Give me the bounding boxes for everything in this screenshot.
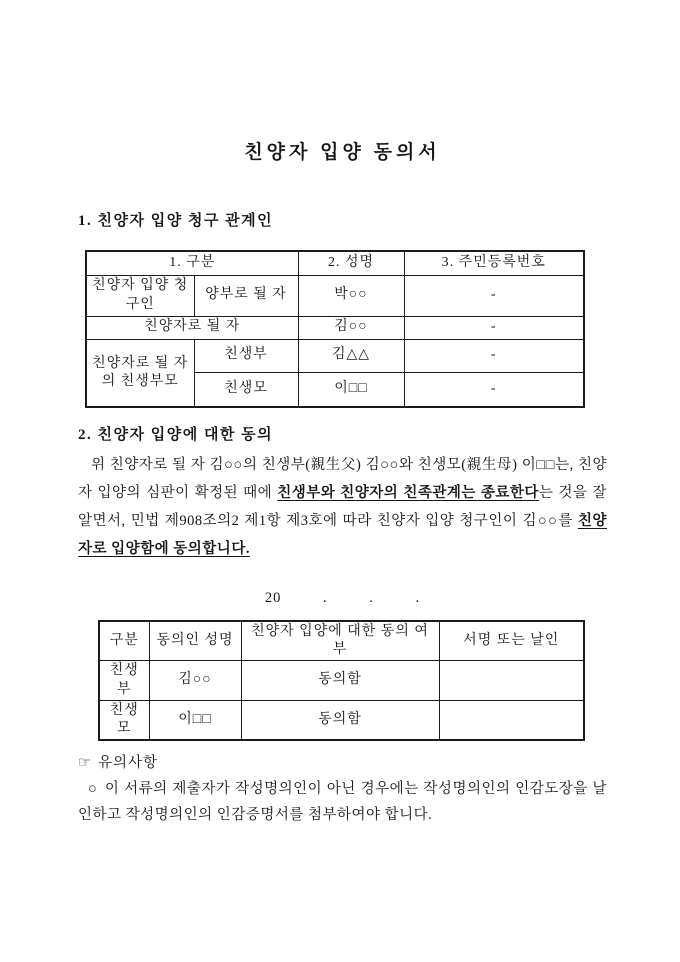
name-cell: 이□□ [298,372,404,407]
column-header-resident-id: 3. 주민등록번호 [404,251,584,275]
column-header-consenter-name: 동의인 성명 [149,621,241,661]
name-cell: 박○○ [298,275,404,316]
table-row [99,661,584,700]
resident-id-cell: - [404,339,584,372]
emphasized-clause: 친생부와 친양자의 친족관계는 종료한다 [277,485,539,501]
signature-cell [439,700,584,740]
table-row [86,275,584,316]
body-text: 는 것을 잘 알면서, 민법 제908조의2 제1항 제3호에 따라 친양자 입양 청구인이 김○○를 [78,485,607,529]
parties-table-header-row [86,251,584,275]
name-cell: 김○○ [298,316,404,339]
date-line: 20 . . . [264,590,421,606]
resident-id-cell: - [404,316,584,339]
note-paragraph [78,776,607,828]
notes-heading [78,754,607,772]
subcategory-cell: 친생부 [194,339,298,372]
signature-cell [439,661,584,700]
name-cell: 김△△ [298,339,404,372]
group-cell: 친양자 입양 청구인 [86,275,194,316]
consent-table [98,620,585,741]
emphasized-clause: 친양자로 입양함에 동의합니다. [78,513,607,557]
name-cell: 이□□ [149,700,241,740]
body-text: 위 친양자로 될 자 김○○의 친생부(親生父) 김○○와 친생모(親生母) 이□□는, 친양자 입양의 심판이 확정된 때에 [78,457,607,501]
consent-cell: 동의함 [241,661,439,700]
column-header-signature: 서명 또는 날인 [439,621,584,661]
note-text: 이 서류의 제출자가 작성명의인이 아닌 경우에는 작성명의인의 인감도장을 날인하고 작성명의인의 인감증명서를 첨부하여야 합니다. [78,781,607,824]
table-row [86,316,584,339]
column-header-consent-status: 친양자 입양에 대한 동의 여부 [241,621,439,661]
group-cell: 친양자로 될 자의 친생부모 [86,339,194,407]
document-title: 친양자 입양 동의서 [244,142,441,163]
resident-id-cell: - [404,372,584,407]
section1-heading: 1. 친양자 입양 청구 관계인 [78,213,274,229]
consent-paragraph [78,451,607,563]
role-cell: 친생모 [99,700,149,740]
table-row [86,339,584,372]
consent-table-header-row [99,621,584,661]
column-header-category: 1. 구분 [86,251,298,275]
column-header-name: 2. 성명 [298,251,404,275]
table-row [99,700,584,740]
subcategory-cell: 친생모 [194,372,298,407]
circle-bullet-icon: ○ [88,781,98,798]
notes-heading-label: 유의사항 [98,755,159,772]
pointing-hand-icon: ☞ [78,755,92,772]
consent-cell: 동의함 [241,700,439,740]
subcategory-cell: 양부로 될 자 [194,275,298,316]
name-cell: 김○○ [149,661,241,700]
role-cell: 친생부 [99,661,149,700]
resident-id-cell: - [404,275,584,316]
section2-heading: 2. 친양자 입양에 대한 동의 [78,427,274,443]
parties-table [85,250,585,408]
column-header-category: 구분 [99,621,149,661]
group-cell: 친양자로 될 자 [86,316,298,339]
